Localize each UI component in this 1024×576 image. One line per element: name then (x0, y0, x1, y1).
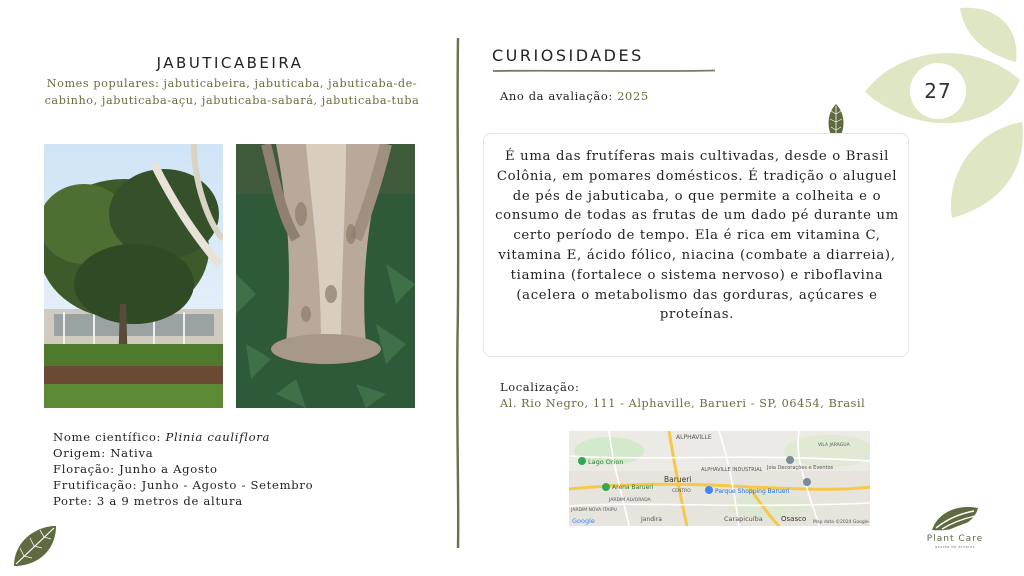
map-label-lago: Lago Orion (588, 458, 624, 466)
curiosities-title: CURIOSIDADES (492, 46, 644, 65)
evaluation-year-value: 2025 (617, 89, 649, 103)
brand-tagline: gestão de árvores (934, 545, 976, 549)
map-label-arena: Arena Barueri (612, 484, 654, 491)
map-label-centro: CENTRO (672, 489, 691, 494)
evaluation-year-label: Ano da avaliação: (500, 89, 618, 103)
map-google-logo: Google (572, 517, 595, 525)
curiosities-text: É uma das frutíferas mais cultivadas, desde o Brasil Colônia, em pomares domésticos. É tradição o aluguel de pés de jabuticaba, o que permite a colheita e o consumo de todas as frutas de um dado pé durante um certo período de tempo. Ela é rica em vitamina C, vitamina E, ácido fólico, niacina (combate a diarreia), tiamina (fortalece o sistema nervoso) e riboflavina (acelera o metabolismo das gorduras, açúcares e proteínas. (495, 149, 899, 323)
location-address: Al. Rio Negro, 111 - Alphaville, Barueri - SP, 06454, Brasil (500, 397, 866, 410)
map-label-alphaville-industrial: ALPHAVILLE INDUSTRIAL (701, 467, 763, 473)
size-row: Porte: 3 a 9 metros de altura (53, 494, 243, 508)
brand-name: Plant Care (926, 534, 984, 544)
evaluation-year (500, 89, 649, 103)
map-label-joia: Joia Decorações e Eventos (767, 465, 834, 471)
map-label-parque: Parque Shopping Barueri (715, 488, 790, 495)
page-number: 27 (910, 63, 966, 119)
map-label-jardim-nova-itaipu: JARDIM NOVA ITAIPU (571, 508, 617, 513)
popular-names: Nomes populares: jabuticabeira, jabuticaba, jabuticaba-de-cabinho, jabuticaba-açu, jabuticaba-sabará, jabuticaba-tuba (44, 77, 420, 107)
map-label-osasco: Osasco (781, 515, 807, 523)
map-attribution: Map data ©2024 Google (813, 520, 869, 525)
plant-title: JABUTICABEIRA (156, 54, 304, 72)
scientific-name-row (53, 429, 433, 445)
plant-care-logo-icon (928, 502, 982, 534)
map-label-alphaville: ALPHAVILLE (676, 434, 712, 441)
scientific-name-value: Plinia cauliflora (165, 430, 271, 444)
tree-photo-landscape (44, 144, 223, 408)
map-label-barueri: Barueri (664, 475, 692, 484)
scientific-name-label: Nome científico: (53, 430, 166, 444)
map-label-vila-jaragua: VILA JARAGUA (818, 443, 850, 448)
column-divider (455, 38, 461, 548)
map-label-jandira: Jandira (641, 516, 662, 523)
curiosities-underline (493, 68, 715, 74)
flowering-row: Floração: Junho a Agosto (53, 462, 218, 476)
tree-photo-trunk (236, 144, 415, 408)
origin-row: Origem: Nativa (53, 446, 154, 460)
decorative-leaf-bottom-left-icon (10, 522, 60, 570)
map-label-jardim-alvorada: JARDIM ALVORADA (609, 498, 651, 503)
fruiting-row: Frutificação: Junho - Agosto - Setembro (53, 478, 314, 492)
location-label: Localização: (500, 380, 580, 394)
map-label-carapicuiba: Carapicuíba (724, 515, 763, 523)
plant-facts (53, 429, 433, 509)
location-map[interactable] (569, 431, 870, 526)
